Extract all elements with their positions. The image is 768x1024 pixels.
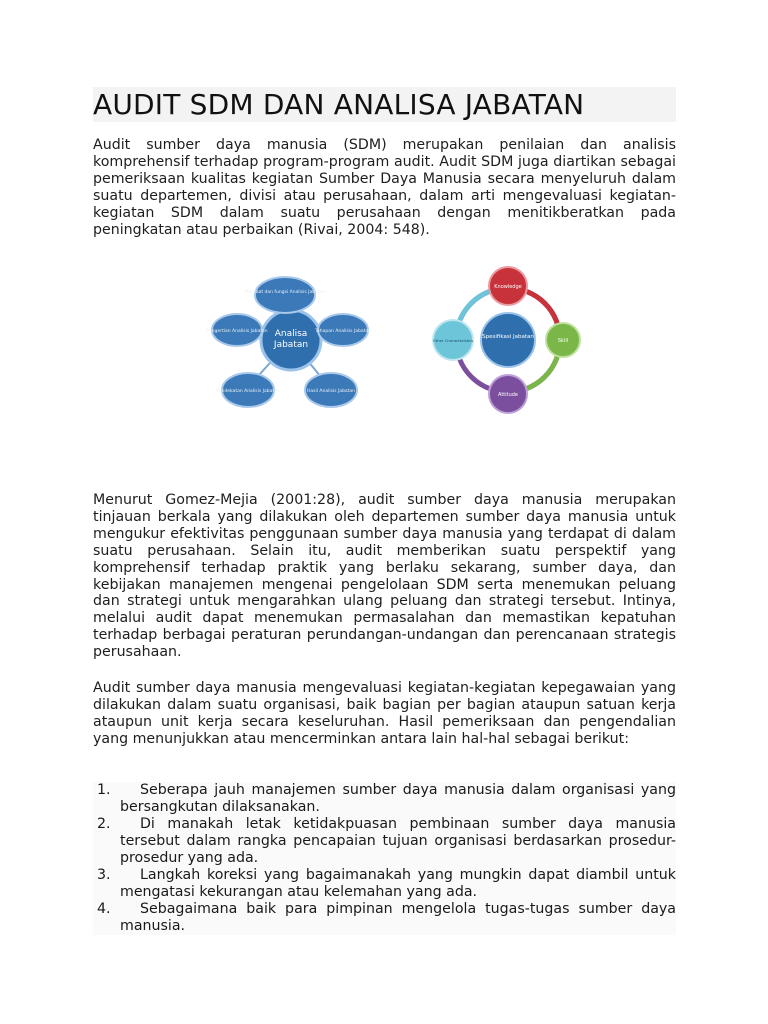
list-text: Langkah koreksi yang bagaimanakah yang mungkin dapat diambil untuk mengatasi kekurangan atau kelemahan yang ada. xyxy=(120,867,676,900)
list-item xyxy=(93,901,676,935)
label-knowledge: Knowledge xyxy=(494,284,522,290)
list-item xyxy=(93,816,676,867)
numbered-list xyxy=(93,782,676,935)
label-skill: Skill xyxy=(557,338,569,344)
center-label-analisa-jabatan xyxy=(273,329,308,350)
document-title: AUDIT SDM DAN ANALISA JABATAN xyxy=(93,87,676,122)
list-number: 3. xyxy=(97,867,111,883)
center-label-line: Analisa xyxy=(274,329,308,339)
left-diagram xyxy=(206,277,371,407)
list-item xyxy=(93,867,676,901)
list-text: Seberapa jauh manajemen sumber daya manusia dalam organisasi yang bersangkutan dilaksanakan. xyxy=(120,782,676,815)
node-manfaat xyxy=(255,277,315,313)
label-other: Other Characteristics xyxy=(432,338,474,343)
label-manfaat: Manfaat dan fungsi Analisis Jabatan xyxy=(244,290,326,295)
list-number: 2. xyxy=(97,816,111,832)
label-tahapan: Tahapan Analisis Jabatan xyxy=(315,329,371,334)
list-text: Di manakah letak ketidakpuasan pembinaan sumber daya manusia tersebut dalam rangka pencapaian tujuan organisasi berdasarkan prosedur-prosedur yang ada. xyxy=(120,816,676,866)
right-diagram xyxy=(433,267,580,413)
paragraph-intro: Audit sumber daya manusia (SDM) merupakan penilaian dan analisis komprehensif terhadap program-program audit. Audit SDM juga diartikan sebagai pemeriksaan kualitas kegiatan Sumber Daya Manusia secara menyeluruh dalam suatu departemen, divisi atau perusahaan, dalam arti mengevaluasi kegiatan-kegiatan SDM dalam suatu perusahaan dengan menitikberatkan pada peningkatan atau perbaikan (Rivai, 2004: 548). xyxy=(93,137,676,238)
center-node-spesifikasi-jabatan xyxy=(481,313,535,367)
list-number: 4. xyxy=(97,901,111,917)
figure-diagrams xyxy=(203,262,623,422)
paragraph-evaluasi: Audit sumber daya manusia mengevaluasi kegiatan-kegiatan kepegawaian yang dilakukan dalam suatu organisasi, baik bagian per bagian ataupun satuan kerja ataupun unit kerja secara keseluruhan. Hasil pemeriksaan dan pengendalian yang menunjukkan atau mencerminkan antara lain hal-hal sebagai berikut: xyxy=(93,680,676,747)
label-pendekatan: Pendekatan Analisis Jabatan xyxy=(216,389,280,394)
center-label-spesifikasi-jabatan: Spesifikasi Jabatan xyxy=(482,334,534,340)
center-label-line: Jabatan xyxy=(273,340,309,350)
list-item xyxy=(93,782,676,816)
list-text: Sebagaimana baik para pimpinan mengelola tugas-tugas sumber daya manusia. xyxy=(120,901,676,934)
list-number: 1. xyxy=(97,782,111,798)
label-pengertian: Pengertian Analisis Jabatan xyxy=(206,329,268,334)
label-attitude: Attitude xyxy=(497,392,519,398)
label-hasil: Hasil Analisis Jabatan xyxy=(306,389,356,394)
paragraph-gomez-mejia: Menurut Gomez-Mejia (2001:28), audit sumber daya manusia merupakan tinjauan berkala yang dilakukan oleh departemen sumber daya manusia untuk mengukur efektivitas penggunaan sumber daya manusia yang terdapat di dalam suatu perusahaan. Selain itu, audit memberikan suatu perspektif yang komprehensif terhadap praktik yang berlaku sekarang, sumber daya, dan kebijakan manajemen mengenai pengelolaan SDM serta menemukan peluang dan strategi untuk mengarahkan ulang peluang dan strategi tersebut. Intinya, melalui audit dapat menemukan permasalahan dan memastikan kepatuhan terhadap berbagai peraturan perundangan-undangan dan perencanaan strategis perusahaan. xyxy=(93,492,676,661)
